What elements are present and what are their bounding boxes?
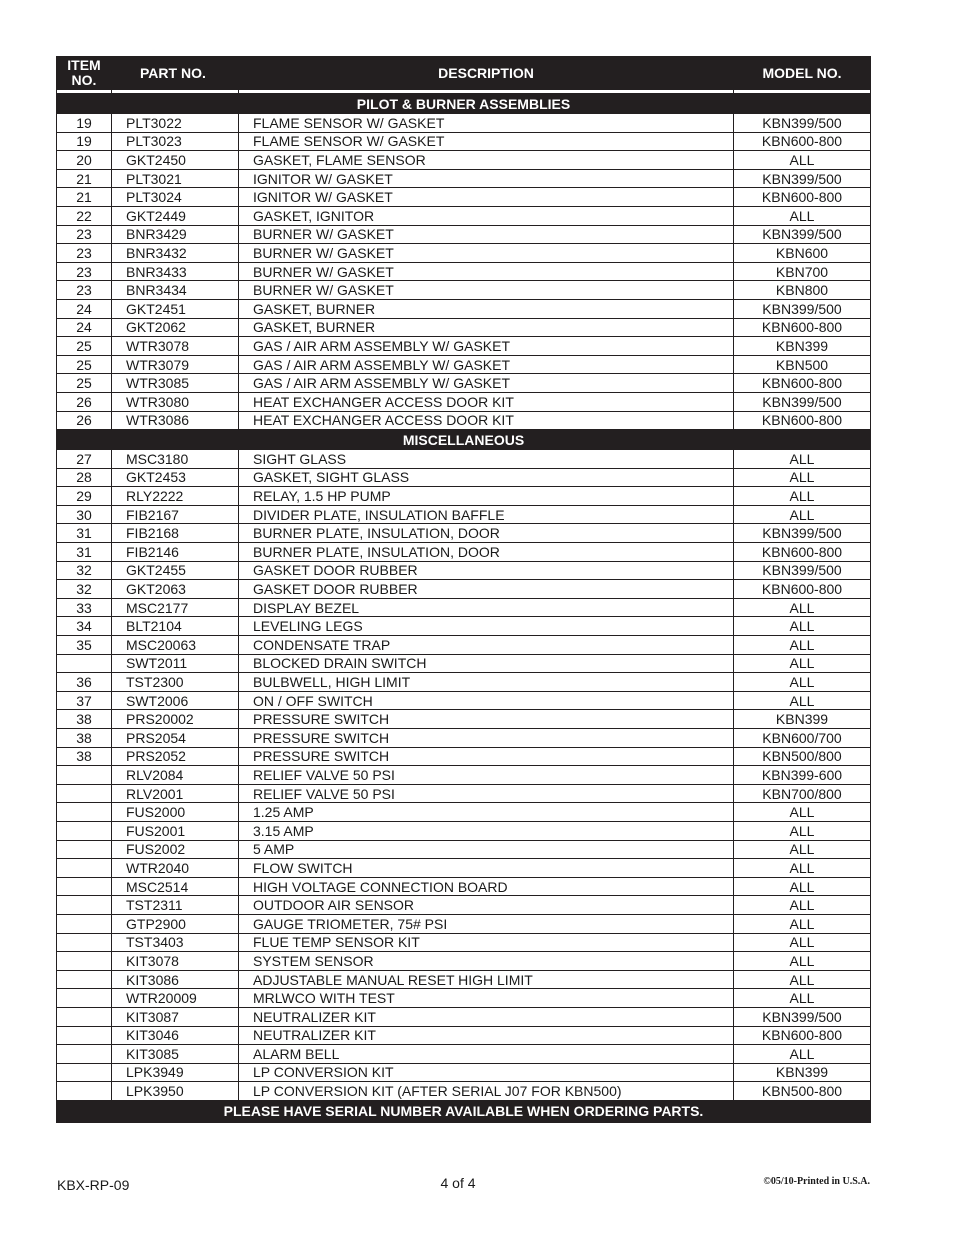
table-row — [57, 244, 871, 263]
part-no-cell: MSC2177 — [112, 598, 239, 617]
table-row — [57, 654, 871, 673]
model-no-cell: KBN600-800 — [734, 543, 871, 562]
description-cell: GASKET, FLAME SENSOR — [239, 151, 734, 170]
table-row — [57, 970, 871, 989]
section-header-row — [57, 94, 871, 114]
model-no-cell: ALL — [734, 450, 871, 469]
model-no-cell: ALL — [734, 952, 871, 971]
model-no-cell: KBN600 — [734, 244, 871, 263]
description-cell: RELAY, 1.5 HP PUMP — [239, 487, 734, 506]
part-no-cell: KIT3085 — [112, 1045, 239, 1064]
description-cell: ADJUSTABLE MANUAL RESET HIGH LIMIT — [239, 970, 734, 989]
description-cell: RELIEF VALVE 50 PSI — [239, 766, 734, 785]
description-cell: HEAT EXCHANGER ACCESS DOOR KIT — [239, 411, 734, 430]
model-no-cell: KBN399-600 — [734, 766, 871, 785]
item-no-cell — [57, 803, 112, 822]
item-no-cell — [57, 859, 112, 878]
item-no-cell — [57, 877, 112, 896]
table-row — [57, 169, 871, 188]
table-row — [57, 468, 871, 487]
item-no-cell — [57, 1026, 112, 1045]
page-number: 4 of 4 — [440, 1175, 476, 1191]
item-no-cell: 26 — [57, 392, 112, 411]
item-no-cell: 37 — [57, 691, 112, 710]
description-cell: MRLWCO WITH TEST — [239, 989, 734, 1008]
description-cell: FLOW SWITCH — [239, 859, 734, 878]
model-no-cell: ALL — [734, 840, 871, 859]
model-no-cell: ALL — [734, 877, 871, 896]
table-row — [57, 747, 871, 766]
part-no-cell: BNR3434 — [112, 281, 239, 300]
part-no-cell: PLT3022 — [112, 114, 239, 133]
table-row — [57, 1026, 871, 1045]
item-no-cell: 24 — [57, 299, 112, 318]
part-no-cell: GKT2449 — [112, 206, 239, 225]
table-row — [57, 1063, 871, 1082]
model-no-cell: ALL — [734, 206, 871, 225]
description-cell: ALARM BELL — [239, 1045, 734, 1064]
item-no-cell: 28 — [57, 468, 112, 487]
table-row — [57, 617, 871, 636]
item-no-cell: 24 — [57, 318, 112, 337]
part-no-cell: BLT2104 — [112, 617, 239, 636]
model-no-cell: KBN399/500 — [734, 561, 871, 580]
part-no-cell: LPK3950 — [112, 1082, 239, 1101]
model-no-cell: KBN399 — [734, 1063, 871, 1082]
model-no-cell: KBN600-800 — [734, 188, 871, 207]
item-no-cell — [57, 989, 112, 1008]
part-no-cell: FUS2002 — [112, 840, 239, 859]
part-no-cell: KIT3046 — [112, 1026, 239, 1045]
item-no-cell: 23 — [57, 281, 112, 300]
description-cell: GASKET, BURNER — [239, 318, 734, 337]
model-no-cell: KBN500-800 — [734, 1082, 871, 1101]
description-cell: GASKET, SIGHT GLASS — [239, 468, 734, 487]
description-cell: GASKET DOOR RUBBER — [239, 580, 734, 599]
item-no-cell: 21 — [57, 169, 112, 188]
part-no-cell: GTP2900 — [112, 914, 239, 933]
table-header-row — [57, 56, 871, 90]
table-row — [57, 206, 871, 225]
table-row — [57, 1007, 871, 1026]
item-no-cell: 25 — [57, 374, 112, 393]
part-no-cell: TST2311 — [112, 896, 239, 915]
part-no-cell: GKT2455 — [112, 561, 239, 580]
description-cell: BURNER W/ GASKET — [239, 244, 734, 263]
description-cell: NEUTRALIZER KIT — [239, 1007, 734, 1026]
model-no-cell: ALL — [734, 691, 871, 710]
model-no-cell: ALL — [734, 468, 871, 487]
part-no-cell: RLV2084 — [112, 766, 239, 785]
model-no-cell: KBN600/700 — [734, 729, 871, 748]
model-no-cell: ALL — [734, 896, 871, 915]
model-no-cell: KBN600-800 — [734, 374, 871, 393]
item-no-cell: 23 — [57, 262, 112, 281]
model-no-cell: ALL — [734, 989, 871, 1008]
table-row — [57, 543, 871, 562]
part-no-cell: RLY2222 — [112, 487, 239, 506]
part-no-cell: PLT3023 — [112, 132, 239, 151]
description-cell: NEUTRALIZER KIT — [239, 1026, 734, 1045]
part-no-cell: WTR3080 — [112, 392, 239, 411]
header-model-no: MODEL NO. — [734, 56, 871, 90]
item-no-cell: 27 — [57, 450, 112, 469]
item-no-cell: 34 — [57, 617, 112, 636]
description-cell: 3.15 AMP — [239, 821, 734, 840]
table-row — [57, 896, 871, 915]
table-row — [57, 784, 871, 803]
item-no-cell: 26 — [57, 411, 112, 430]
part-no-cell: WTR2040 — [112, 859, 239, 878]
item-no-cell: 38 — [57, 710, 112, 729]
model-no-cell: ALL — [734, 673, 871, 692]
item-no-cell: 22 — [57, 206, 112, 225]
model-no-cell: KBN600-800 — [734, 411, 871, 430]
model-no-cell: KBN600-800 — [734, 132, 871, 151]
item-no-cell: 19 — [57, 132, 112, 151]
model-no-cell: ALL — [734, 636, 871, 655]
part-no-cell: WTR20009 — [112, 989, 239, 1008]
description-cell: GASKET, BURNER — [239, 299, 734, 318]
description-cell: GAUGE TRIOMETER, 75# PSI — [239, 914, 734, 933]
table-row — [57, 561, 871, 580]
serial-number-notice: PLEASE HAVE SERIAL NUMBER AVAILABLE WHEN ORDERING PARTS. — [57, 1100, 871, 1122]
description-cell: IGNITOR W/ GASKET — [239, 188, 734, 207]
section-header-row — [57, 430, 871, 450]
item-no-cell — [57, 933, 112, 952]
item-no-cell — [57, 1045, 112, 1064]
item-no-cell: 23 — [57, 225, 112, 244]
model-no-cell: ALL — [734, 933, 871, 952]
model-no-cell: ALL — [734, 617, 871, 636]
description-cell: ON / OFF SWITCH — [239, 691, 734, 710]
description-cell: DIVIDER PLATE, INSULATION BAFFLE — [239, 505, 734, 524]
description-cell: GAS / AIR ARM ASSEMBLY W/ GASKET — [239, 374, 734, 393]
part-no-cell: PRS2052 — [112, 747, 239, 766]
description-cell: RELIEF VALVE 50 PSI — [239, 784, 734, 803]
part-no-cell: PLT3021 — [112, 169, 239, 188]
description-cell: 5 AMP — [239, 840, 734, 859]
part-no-cell: GKT2062 — [112, 318, 239, 337]
table-row — [57, 673, 871, 692]
item-no-cell: 38 — [57, 747, 112, 766]
description-cell: FLAME SENSOR W/ GASKET — [239, 132, 734, 151]
part-no-cell: KIT3078 — [112, 952, 239, 971]
table-row — [57, 710, 871, 729]
description-cell: BURNER W/ GASKET — [239, 225, 734, 244]
header-description: DESCRIPTION — [239, 56, 734, 90]
model-no-cell: KBN700/800 — [734, 784, 871, 803]
model-no-cell: ALL — [734, 970, 871, 989]
description-cell: LEVELING LEGS — [239, 617, 734, 636]
model-no-cell: KBN700 — [734, 262, 871, 281]
part-no-cell: BNR3432 — [112, 244, 239, 263]
table-row — [57, 411, 871, 430]
item-no-cell — [57, 840, 112, 859]
description-cell: PRESSURE SWITCH — [239, 729, 734, 748]
table-row — [57, 840, 871, 859]
copyright-notice: ©05/10-Printed in U.S.A. — [763, 1176, 870, 1187]
table-row — [57, 598, 871, 617]
item-no-cell — [57, 914, 112, 933]
table-row — [57, 952, 871, 971]
item-no-cell — [57, 1082, 112, 1101]
part-no-cell: SWT2006 — [112, 691, 239, 710]
part-no-cell: GKT2451 — [112, 299, 239, 318]
description-cell: BURNER PLATE, INSULATION, DOOR — [239, 524, 734, 543]
table-row — [57, 132, 871, 151]
description-cell: PRESSURE SWITCH — [239, 747, 734, 766]
item-no-cell — [57, 821, 112, 840]
description-cell: GASKET DOOR RUBBER — [239, 561, 734, 580]
table-row — [57, 1082, 871, 1101]
model-no-cell: KBN399/500 — [734, 524, 871, 543]
model-no-cell: KBN500 — [734, 355, 871, 374]
model-no-cell: KBN500/800 — [734, 747, 871, 766]
description-cell: SYSTEM SENSOR — [239, 952, 734, 971]
part-no-cell: KIT3087 — [112, 1007, 239, 1026]
part-no-cell: GKT2450 — [112, 151, 239, 170]
description-cell: FLAME SENSOR W/ GASKET — [239, 114, 734, 133]
part-no-cell: PRS2054 — [112, 729, 239, 748]
part-no-cell: MSC20063 — [112, 636, 239, 655]
model-no-cell: KBN600-800 — [734, 318, 871, 337]
part-no-cell: BNR3433 — [112, 262, 239, 281]
item-no-cell: 21 — [57, 188, 112, 207]
table-row — [57, 299, 871, 318]
part-no-cell: PLT3024 — [112, 188, 239, 207]
part-no-cell: GKT2453 — [112, 468, 239, 487]
table-row — [57, 580, 871, 599]
item-no-cell: 30 — [57, 505, 112, 524]
header-item-no: ITEM NO. — [57, 56, 112, 90]
description-cell: FLUE TEMP SENSOR KIT — [239, 933, 734, 952]
part-no-cell: SWT2011 — [112, 654, 239, 673]
model-no-cell: KBN399 — [734, 710, 871, 729]
table-row — [57, 281, 871, 300]
part-no-cell: WTR3078 — [112, 337, 239, 356]
description-cell: BURNER PLATE, INSULATION, DOOR — [239, 543, 734, 562]
item-no-cell — [57, 784, 112, 803]
model-no-cell: KBN399/500 — [734, 169, 871, 188]
description-cell: GAS / AIR ARM ASSEMBLY W/ GASKET — [239, 337, 734, 356]
model-no-cell: ALL — [734, 505, 871, 524]
model-no-cell: ALL — [734, 859, 871, 878]
item-no-cell: 19 — [57, 114, 112, 133]
table-row — [57, 151, 871, 170]
parts-table — [56, 56, 871, 1123]
footnote-row — [57, 1100, 871, 1122]
item-no-cell: 31 — [57, 543, 112, 562]
description-cell: IGNITOR W/ GASKET — [239, 169, 734, 188]
description-cell: GAS / AIR ARM ASSEMBLY W/ GASKET — [239, 355, 734, 374]
model-no-cell: ALL — [734, 914, 871, 933]
description-cell: SIGHT GLASS — [239, 450, 734, 469]
model-no-cell: KBN399/500 — [734, 392, 871, 411]
part-no-cell: FIB2146 — [112, 543, 239, 562]
part-no-cell: FIB2168 — [112, 524, 239, 543]
table-row — [57, 859, 871, 878]
table-row — [57, 524, 871, 543]
description-cell: HEAT EXCHANGER ACCESS DOOR KIT — [239, 392, 734, 411]
description-cell: GASKET, IGNITOR — [239, 206, 734, 225]
description-cell: BULBWELL, HIGH LIMIT — [239, 673, 734, 692]
part-no-cell: MSC2514 — [112, 877, 239, 896]
table-row — [57, 188, 871, 207]
table-row — [57, 225, 871, 244]
description-cell: HIGH VOLTAGE CONNECTION BOARD — [239, 877, 734, 896]
table-row — [57, 989, 871, 1008]
table-row — [57, 337, 871, 356]
part-no-cell: WTR3079 — [112, 355, 239, 374]
item-no-cell: 35 — [57, 636, 112, 655]
model-no-cell: ALL — [734, 654, 871, 673]
item-no-cell: 25 — [57, 355, 112, 374]
parts-table-body — [57, 90, 871, 1122]
model-no-cell: KBN399/500 — [734, 299, 871, 318]
description-cell: PRESSURE SWITCH — [239, 710, 734, 729]
item-no-cell: 33 — [57, 598, 112, 617]
table-row — [57, 729, 871, 748]
model-no-cell: ALL — [734, 487, 871, 506]
table-row — [57, 318, 871, 337]
model-no-cell: ALL — [734, 598, 871, 617]
part-no-cell: FUS2001 — [112, 821, 239, 840]
table-row — [57, 487, 871, 506]
table-row — [57, 450, 871, 469]
item-no-cell — [57, 766, 112, 785]
part-no-cell: WTR3085 — [112, 374, 239, 393]
item-no-cell: 31 — [57, 524, 112, 543]
part-no-cell: FIB2167 — [112, 505, 239, 524]
part-no-cell: KIT3086 — [112, 970, 239, 989]
part-no-cell: WTR3086 — [112, 411, 239, 430]
table-row — [57, 1045, 871, 1064]
item-no-cell — [57, 970, 112, 989]
part-no-cell: BNR3429 — [112, 225, 239, 244]
model-no-cell: KBN399/500 — [734, 225, 871, 244]
item-no-cell — [57, 1007, 112, 1026]
section-title: MISCELLANEOUS — [57, 430, 871, 450]
table-row — [57, 691, 871, 710]
table-row — [57, 636, 871, 655]
description-cell: 1.25 AMP — [239, 803, 734, 822]
model-no-cell: KBN600-800 — [734, 1026, 871, 1045]
table-row — [57, 803, 871, 822]
description-cell: OUTDOOR AIR SENSOR — [239, 896, 734, 915]
model-no-cell: ALL — [734, 1045, 871, 1064]
item-no-cell: 32 — [57, 580, 112, 599]
table-row — [57, 933, 871, 952]
item-no-cell: 36 — [57, 673, 112, 692]
description-cell: LP CONVERSION KIT — [239, 1063, 734, 1082]
section-title: PILOT & BURNER ASSEMBLIES — [57, 94, 871, 114]
table-row — [57, 374, 871, 393]
table-row — [57, 877, 871, 896]
part-no-cell: GKT2063 — [112, 580, 239, 599]
item-no-cell — [57, 1063, 112, 1082]
item-no-cell: 38 — [57, 729, 112, 748]
table-row — [57, 821, 871, 840]
description-cell: CONDENSATE TRAP — [239, 636, 734, 655]
part-no-cell: TST2300 — [112, 673, 239, 692]
description-cell: LP CONVERSION KIT (AFTER SERIAL J07 FOR KBN500) — [239, 1082, 734, 1101]
model-no-cell: KBN800 — [734, 281, 871, 300]
item-no-cell — [57, 952, 112, 971]
model-no-cell: ALL — [734, 821, 871, 840]
model-no-cell: KBN399/500 — [734, 114, 871, 133]
description-cell: BLOCKED DRAIN SWITCH — [239, 654, 734, 673]
table-row — [57, 262, 871, 281]
item-no-cell: 25 — [57, 337, 112, 356]
document-code: KBX-RP-09 — [57, 1177, 130, 1193]
model-no-cell: ALL — [734, 151, 871, 170]
item-no-cell — [57, 896, 112, 915]
model-no-cell: KBN399 — [734, 337, 871, 356]
table-row — [57, 505, 871, 524]
table-row — [57, 914, 871, 933]
part-no-cell: RLV2001 — [112, 784, 239, 803]
table-row — [57, 114, 871, 133]
description-cell: DISPLAY BEZEL — [239, 598, 734, 617]
header-part-no: PART NO. — [112, 56, 239, 90]
part-no-cell: TST3403 — [112, 933, 239, 952]
table-row — [57, 355, 871, 374]
part-no-cell: LPK3949 — [112, 1063, 239, 1082]
table-row — [57, 766, 871, 785]
part-no-cell: PRS20002 — [112, 710, 239, 729]
part-no-cell: MSC3180 — [112, 450, 239, 469]
item-no-cell: 20 — [57, 151, 112, 170]
item-no-cell: 32 — [57, 561, 112, 580]
table-row — [57, 392, 871, 411]
item-no-cell — [57, 654, 112, 673]
model-no-cell: KBN600-800 — [734, 580, 871, 599]
model-no-cell: ALL — [734, 803, 871, 822]
description-cell: BURNER W/ GASKET — [239, 281, 734, 300]
item-no-cell: 23 — [57, 244, 112, 263]
item-no-cell: 29 — [57, 487, 112, 506]
part-no-cell: FUS2000 — [112, 803, 239, 822]
model-no-cell: KBN399/500 — [734, 1007, 871, 1026]
description-cell: BURNER W/ GASKET — [239, 262, 734, 281]
